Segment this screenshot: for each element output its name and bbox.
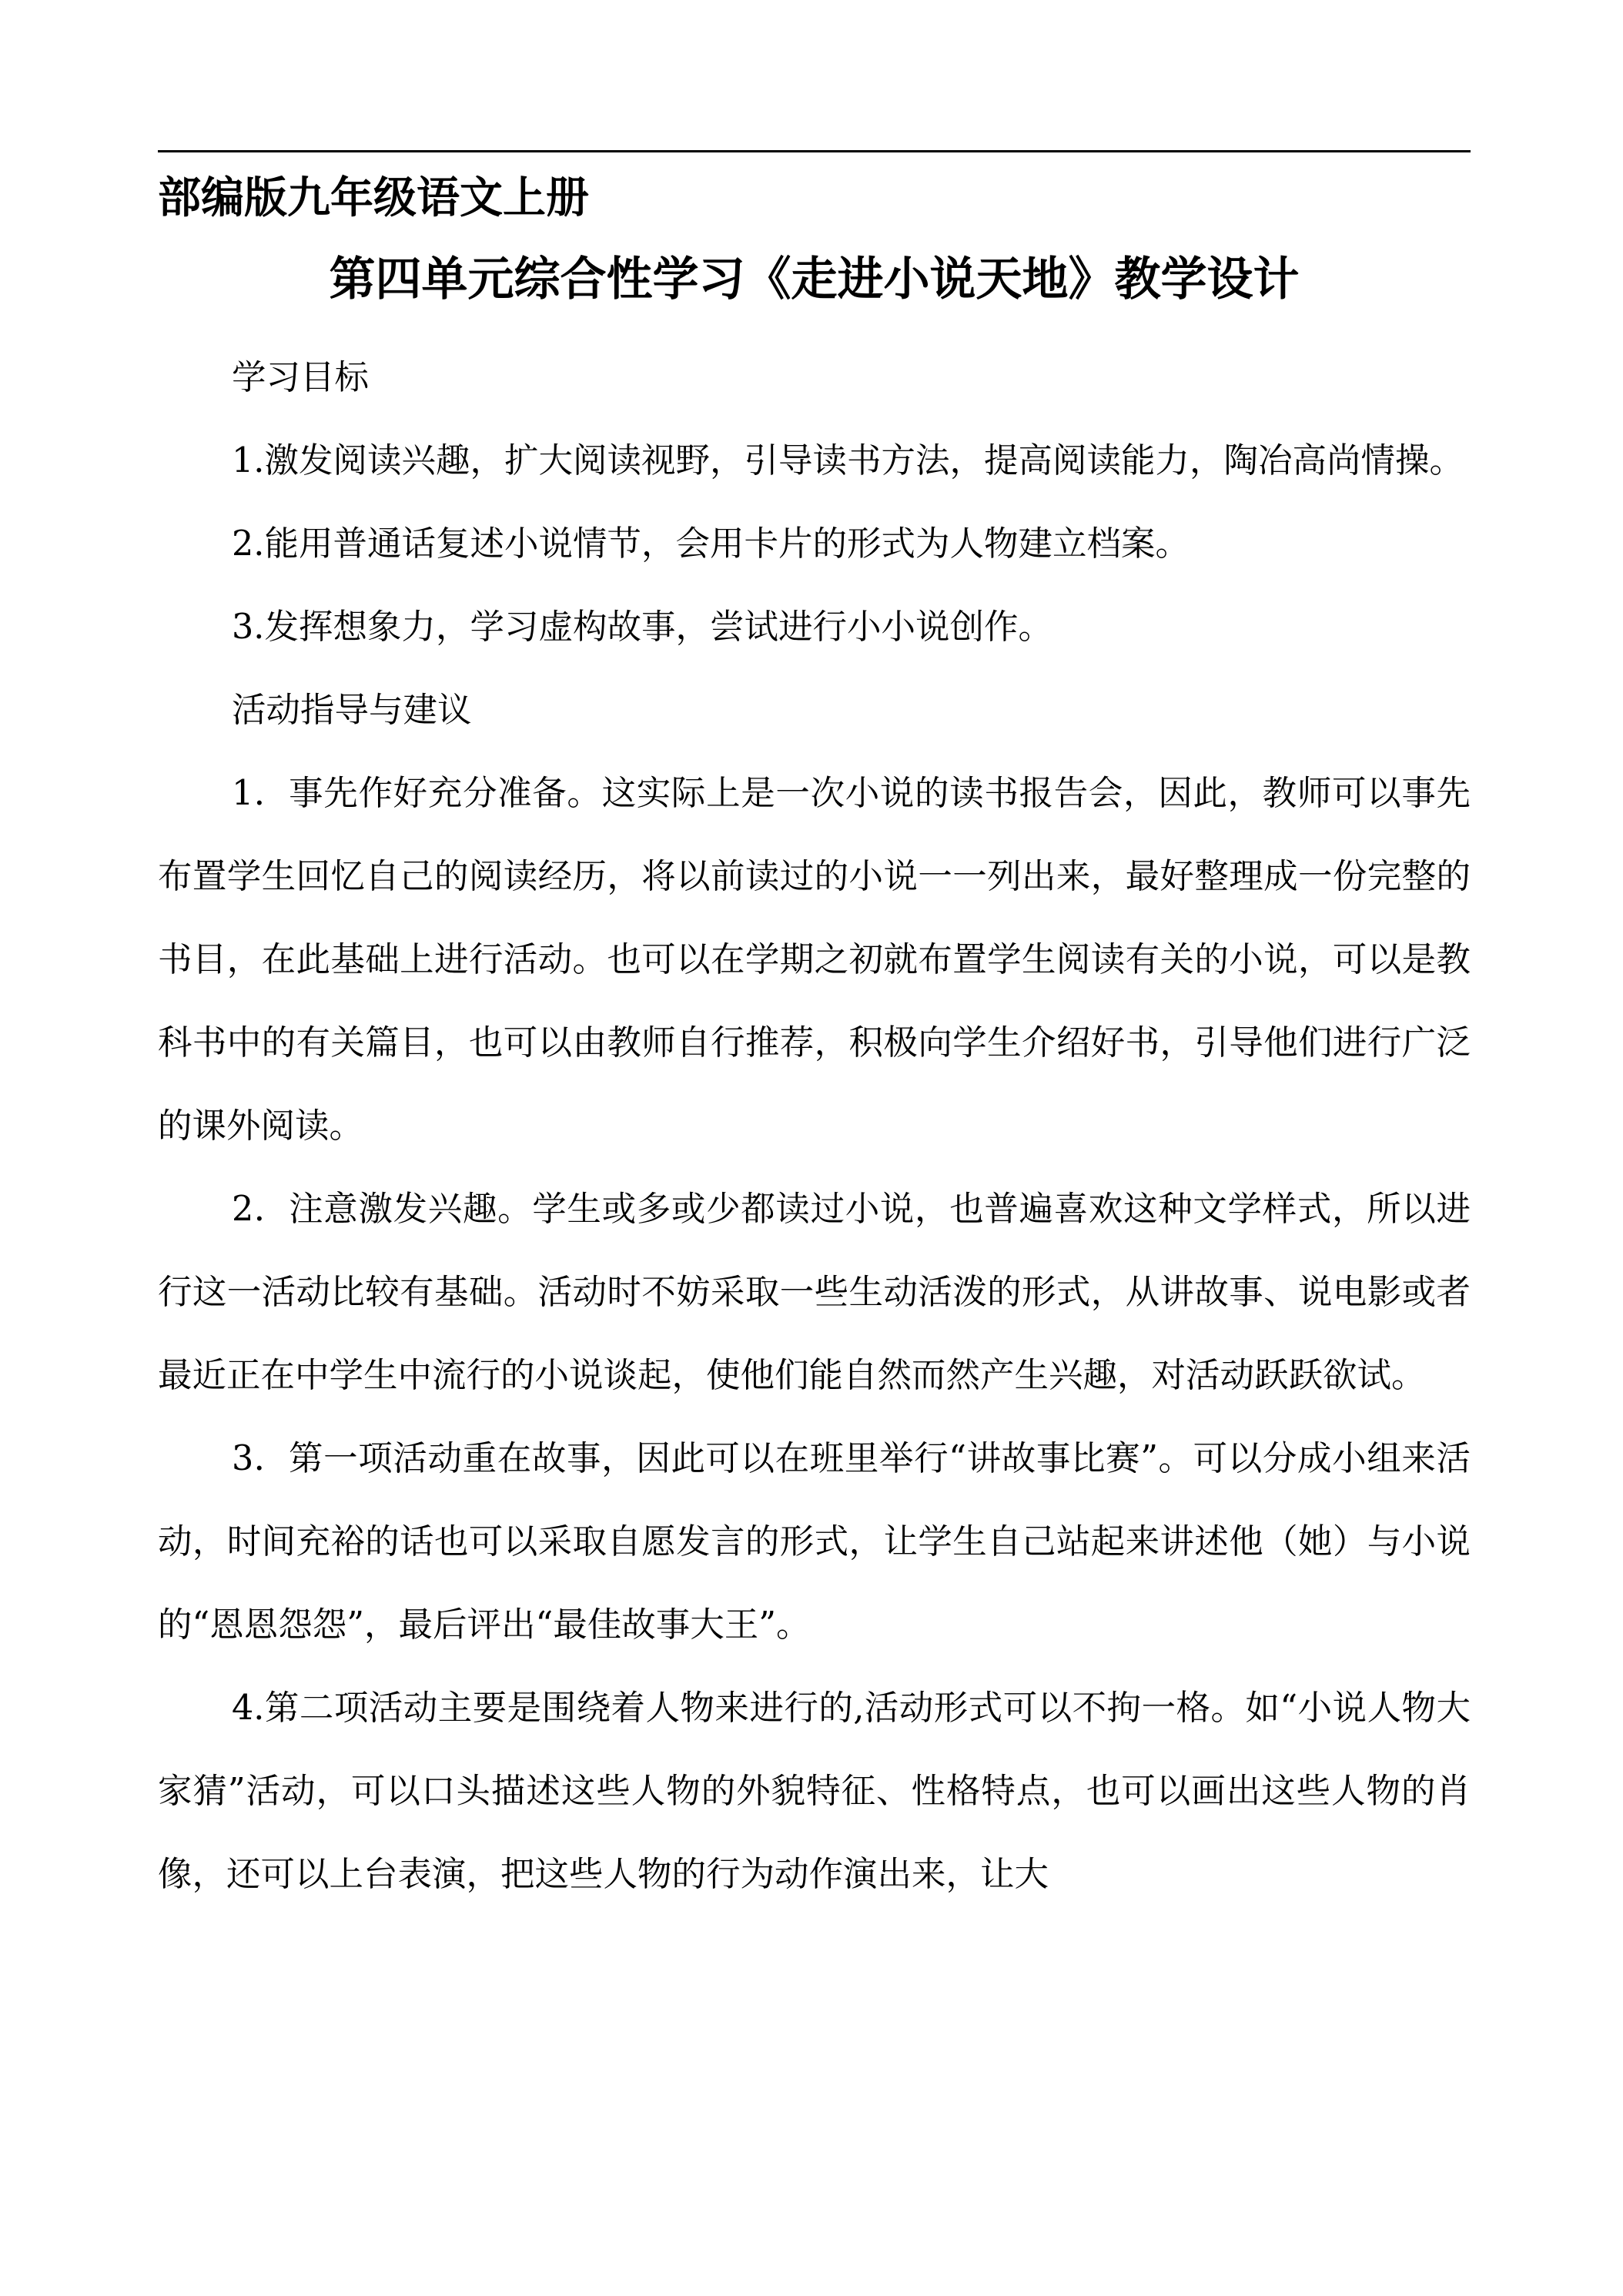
- guidance-item-1: 1．事先作好充分准备。这实际上是一次小说的读书报告会，因此，教师可以事先布置学生回忆自己的阅读经历，将以前读过的小说一一列出来，最好整理成一份完整的书目，在此基础上进行活动。也可以在学期之初就布置学生阅读有关的小说，可以是教科书中的有关篇目，也可以由教师自行推荐，积极向学生介绍好书，引导他们进行广泛的课外阅读。: [158, 774, 1471, 1146]
- goal-item-1: 1.激发阅读兴趣，扩大阅读视野，引导读书方法，提高阅读能力，陶冶高尚情操。: [232, 441, 1464, 480]
- header-rule: [158, 150, 1471, 152]
- section-heading-goals: 学习目标: [232, 358, 370, 397]
- lesson-title: 第四单元综合性学习《走进小说天地》教学设计: [329, 253, 1300, 306]
- guidance-item-4: 4.第二项活动主要是围绕着人物来进行的,活动形式可以不拘一格。如“小说人物大家猜”活动，可以口头描述这些人物的外貌特征、性格特点，也可以画出这些人物的肖像，还可以上台表演，把这些人物的行为动作演出来，让大: [158, 1689, 1471, 1894]
- guidance-item-3: 3．第一项活动重在故事，因此可以在班里举行“讲故事比赛”。可以分成小组来活动，时间充裕的话也可以采取自愿发言的形式，让学生自己站起来讲述他（她）与小说的“恩恩怨怨”，最后评出“最佳故事大王”。: [158, 1439, 1471, 1645]
- document-body: [158, 336, 1471, 1916]
- guidance-item-2: 2．注意激发兴趣。学生或多或少都读过小说，也普遍喜欢这种文学样式，所以进行这一活动比较有基础。活动时不妨采取一些生动活泼的形式，从讲故事、说电影或者最近正在中学生中流行的小说谈起，使他们能自然而然产生兴趣，对活动跃跃欲试。: [158, 1190, 1471, 1395]
- goal-item-2: 2.能用普通话复述小说情节，会用卡片的形式为人物建立档案。: [232, 524, 1190, 564]
- goal-item-3: 3.发挥想象力，学习虚构故事，尝试进行小小说创作。: [232, 607, 1052, 647]
- book-title: 部编版九年级语文上册: [158, 173, 589, 223]
- section-heading-guidance: 活动指导与建议: [232, 691, 472, 730]
